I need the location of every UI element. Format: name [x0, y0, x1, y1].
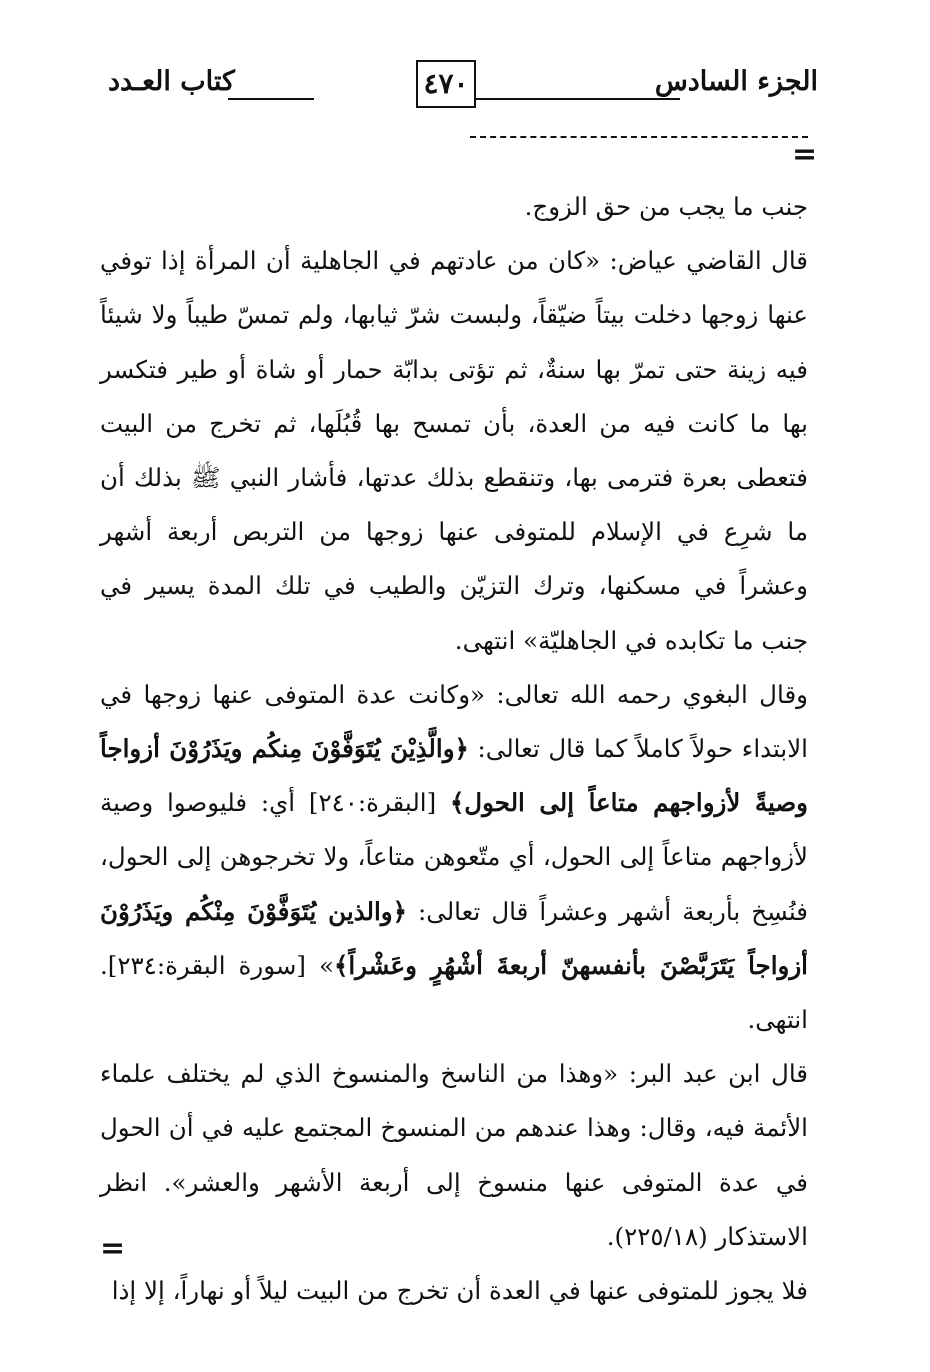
paragraph-text: قال القاضي عياض: «كان من عادتهم في الجاهلية أن المرأة إذا توفي عنها زوجها دخلت بيتاً ضيّقاً، ولبست شرّ ثيابها، ولم تمسّ طيباً ولا شيئاً فيه زينة حتى تمرّ بها سنةٌ، ثم تؤتى بدابّة حمار أو شاة أو طير فتكسر بها ما كانت فيه من العدة، بأن تمسح بها قُبُلَها، ثم تخرج من البيت فتعطى بعرة فترمى بها، وتنقطع بذلك عدتها، فأشار النبي ﷺ بذلك أن ما شرِع في الإسلام للمتوفى عنها زوجها من التربص أربعة أشهر وعشراً في مسكنها، وترك التزيّن والطيب في تلك المدة يسير في جنب ما تكابده في الجاهليّة» انتهى. — [100, 246, 808, 655]
paragraph-p5 — [100, 1264, 808, 1318]
paragraph-text: وقال البغوي رحمه الله تعالى: «وكانت عدة المتوفى عنها زوجها في الابتداء حولاً كاملاً كما قال تعالى: — [100, 679, 808, 764]
volume-label: الجزء السادس — [654, 66, 818, 97]
page-header — [100, 56, 818, 116]
paragraph-p1 — [100, 180, 808, 234]
header-rule-left — [228, 98, 314, 100]
book-title: كتاب العـدد — [108, 66, 235, 97]
paragraph-p3 — [100, 668, 808, 1047]
quran-quote: ﴿والذين يُتَوَفَّوْنَ مِنْكُم ويَذَرُوْنَ أزواجاً يَتَرَبَّصْنَ بأنفسهنّ أربعةَ أشْهُرٍ وعَشْراً﴾ — [100, 896, 808, 980]
paragraph-p2 — [100, 234, 808, 668]
page-number: ٤٧٠ — [416, 60, 476, 108]
paragraph-text: قال ابن عبد البر: «وهذا من الناسخ والمنسوخ الذي لم يختلف علماء الأئمة فيه، وقال: وهذا عندهم من المنسوخ المجتمع عليه في أن الحول في عدة المتوفى عنها منسوخ إلى أربعة الأشهر والعشر». انظر الاستذكار (٢٢٥/١٨). — [100, 1059, 808, 1251]
paragraph-text: [البقرة:٢٤٠] أي: فليوصوا وصية لأزواجهم متاعاً إلى الحول، أي متّعوهن متاعاً، ولا تخرجوهن إلى الحول، فنُسِخ بأربعة أشهر وعشراً قال تعالى: — [100, 788, 808, 926]
header-rule-right — [476, 98, 680, 100]
paragraph-text: جنب ما يجب من حق الزوج. — [524, 192, 808, 221]
paragraph-text: » [سورة البقرة:٢٣٤]. انتهى. — [100, 950, 808, 1035]
continuation-mark-top: = — [792, 137, 818, 172]
continuation-mark-bottom: = — [100, 1231, 126, 1266]
footnote-separator — [470, 136, 808, 138]
paragraph-text: فلا يجوز للمتوفى عنها في العدة أن تخرج من البيت ليلاً أو نهاراً، إلا إذا — [111, 1276, 808, 1306]
paragraph-p4 — [100, 1047, 808, 1264]
footnote-body — [100, 180, 808, 1318]
quran-quote: ﴿والَّذِيْنَ يُتَوَفَّوْنَ مِنكُم ويَذَرُوْنَ أزواجاً وصيةً لأزواجهم متاعاً إلى الحول﴾ — [100, 734, 809, 818]
